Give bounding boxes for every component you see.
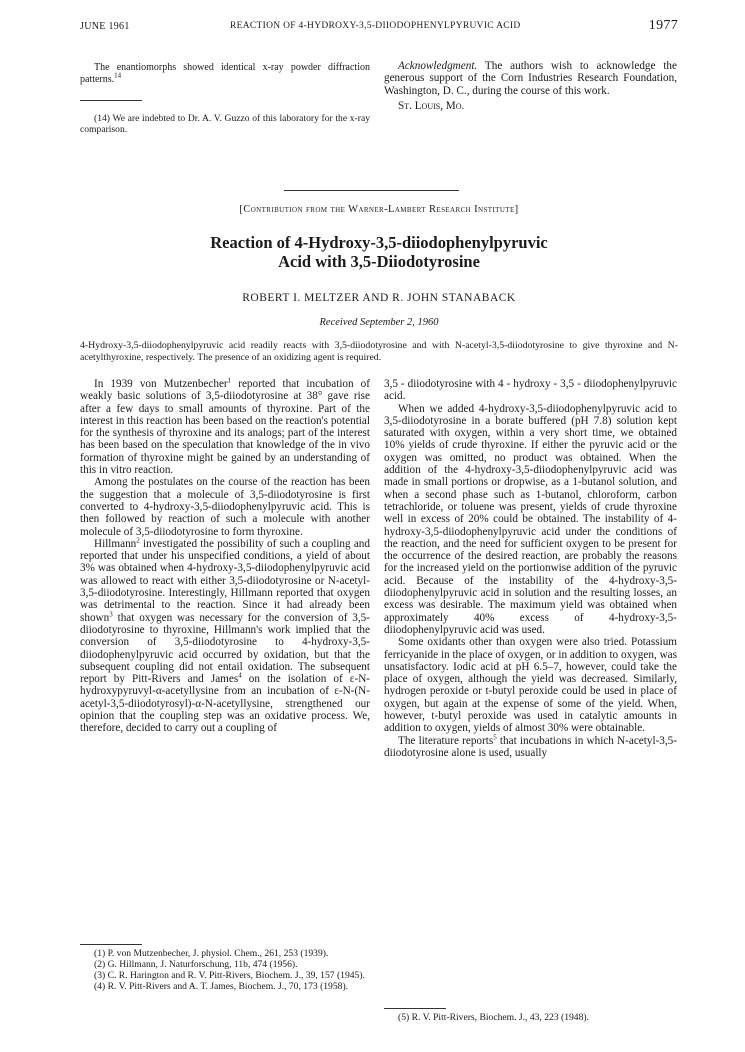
body-paragraph-1: In 1939 von Mutzenbecher$^1$ reported that incubation of weakly basic solutions of 3,5-diiodotyrosine at 38° gave rise after a few days to small amounts of thyroxine. Part of the interest in this reaction has been based on the reaction's potential for the synthesis of thyroxine and its analogs; part of the interest has been based on the speculation that knowledge of the in vivo formation of thyroxine might be gained by an understanding of this in vitro reaction. xyxy=(80,376,370,477)
running-head xyxy=(80,18,678,38)
received-date: Received September 2, 1960 xyxy=(319,317,439,328)
previous-article-closing: The enantiomorphs showed identical x-ray powder diffraction patterns.$^{14}$ xyxy=(80,62,370,85)
footnote-5: (5) R. V. Pitt-Rivers, Biochem. J., 43, 223 (1948). xyxy=(398,1012,589,1023)
footnote-1: (1) P. von Mutzenbecher, J. physiol. Chem., 261, 253 (1939). xyxy=(94,948,329,959)
running-head-date: JUNE 1961 xyxy=(80,21,130,32)
location: St. Louis, Mo. xyxy=(398,100,465,113)
authors: ROBERT I. MELTZER AND R. JOHN STANABACK xyxy=(242,292,516,304)
contribution-line: [Contribution from the Warner-Lambert Research Institute] xyxy=(239,204,519,215)
footnote-14: (14) We are indebted to Dr. A. V. Guzzo of this laboratory for the x-ray comparison. xyxy=(80,113,370,136)
running-head-title: REACTION OF 4-HYDROXY-3,5-DIIODOPHENYLPYRUVIC ACID xyxy=(230,21,521,31)
body-paragraph-2: Among the postulates on the course of the reaction has been the suggestion that a molecule of 3,5-diiodotyrosine is first converted to 4-hydroxy-3,5-diiodophenylpyruvic acid. This is then followed by reaction of such a molecule with another molecule of 3,5-diiodotyrosine to form thyroxine. xyxy=(80,476,370,538)
previous-article-tail-left xyxy=(80,62,370,135)
footnote-rule xyxy=(384,1008,446,1009)
title-line-1: Reaction of 4-Hydroxy-3,5-diiodophenylpyruvic xyxy=(210,233,548,252)
footnote-2: (2) G. Hillmann, J. Naturforschung, 11b, 474 (1956). xyxy=(94,959,298,970)
article-separator xyxy=(284,190,459,191)
footnote-4: (4) R. V. Pitt-Rivers and A. T. James, Biochem. J., 70, 173 (1958). xyxy=(94,981,349,992)
body-right-column xyxy=(384,378,677,759)
page-number: 1977 xyxy=(648,18,678,33)
body-paragraph-5: When we added 4-hydroxy-3,5-diiodophenylpyruvic acid to 3,5-diiodotyrosine in a borate buffered (pH 7.8) solution kept saturated with oxygen, within a very short time, we obtained 10% yields of crude thyroxine. If either the pyruvic acid or the oxygen was omitted, no product was obtained. When the addition of the 4-hydroxy-3,5-diiodophenylpyruvic acid was made in small portions or dropwise, as a 1-butanol solution, and when a second phase such as 1-butanol, chloroform, carbon tetrachloride, or toluene was present, yields of crude thyroxine well in excess of 20% could be obtained. The instability of 4-hydroxy-3,5-diiodophenylpyruvic acid under the conditions of the reaction, and the need for sufficient oxygen to be present for the occurrence of the desired reaction, are probably the reasons for the increased yield on the portionwise addition of the pyruvic acid. Because of the instability of the 4-hydroxy-3,5-diiodophenylpyruvic acid in solution and the resulting losses, an excess was desirable. The maximum yield was obtained when approximately 40% excess of 4-hydroxy-3,5-diiodophenylpyruvic acid was used. xyxy=(384,402,677,636)
abstract: 4-Hydroxy-3,5-diiodophenylpyruvic acid readily reacts with 3,5-diiodotyrosine and with N-acetyl-3,5-diiodotyrosine to give thyroxine and N-acetylthyroxine, respectively. The presence of an oxidizing agent is required. xyxy=(80,340,678,363)
body-paragraph-6: Some oxidants other than oxygen were also tried. Potassium ferricyanide in the place of oxygen, or in addition to oxygen, was unsatisfactory. Iodic acid at pH 6.5–7, however, could take the place of oxygen, although the yield was decreased. Similarly, hydrogen peroxide or t-butyl peroxide could be used in place of oxygen, but again at the expense of some of the yield. When, however, t-butyl peroxide was used in catalytic amounts in addition to oxygen, yields of almost 30% were obtainable. xyxy=(384,636,677,735)
title-line-2: Acid with 3,5-Diiodotyrosine xyxy=(278,252,480,271)
article-title xyxy=(80,233,678,271)
footnote-3: (3) C. R. Harington and R. V. Pitt-Rivers, Biochem. J., 39, 157 (1945). xyxy=(94,970,365,981)
footnote-rule xyxy=(80,100,142,101)
previous-article-tail-right xyxy=(384,60,677,113)
acknowledgment: Acknowledgment. The authors wish to acknowledge the generous support of the Corn Industries Research Foundation, Washington, D. C., during the course of this work. xyxy=(384,60,677,97)
body-paragraph-3: Hillmann$^2$ investigated the possibility of such a coupling and reported that under his unspecified conditions, a yield of about 3% was obtained when 4-hydroxy-3,5-diiodophenylpyruvic acid was allowed to react with either 3,5-diiodotyrosine or N-acetyl-3,5-diiodotyrosine. Interestingly, Hillmann reported that oxygen was detrimental to the reaction. Since it had already been shown$^3$ that oxygen was necessary for the conversion of 3,5-diiodotyrosine to thyroxine, Hillmann's work implied that the conversion of 3,5-diiodotyrosine to 4-hydroxy-3,5-diiodophenylpyruvic acid occurred by oxidation, but that the subsequent coupling did not entail oxidation. The subsequent report by Pitt-Rivers and James$^4$ on the isolation of ε-N-hydroxypyruvyl-α-acetyllysine from an incubation of ε-N-(N-acetyl-3,5-diiodotyrosyl)-α-N-acetyllysine, strengthened our opinion that the coupling step was an oxidative process. We, therefore, decided to carry out a coupling of xyxy=(80,536,371,735)
footnotes-right xyxy=(384,1008,677,1023)
body-paragraph-7: The literature reports$^5$ that incubations in which N-acetyl-3,5-diiodotyrosine alone is used, usually xyxy=(384,732,677,759)
body-paragraph-4: 3,5 - diiodotyrosine with 4 - hydroxy - 3,5 - diiodophenylpyruvic acid. xyxy=(384,378,677,403)
body-left-column xyxy=(80,378,370,735)
footnote-rule xyxy=(80,944,142,945)
footnotes-left xyxy=(80,944,370,992)
